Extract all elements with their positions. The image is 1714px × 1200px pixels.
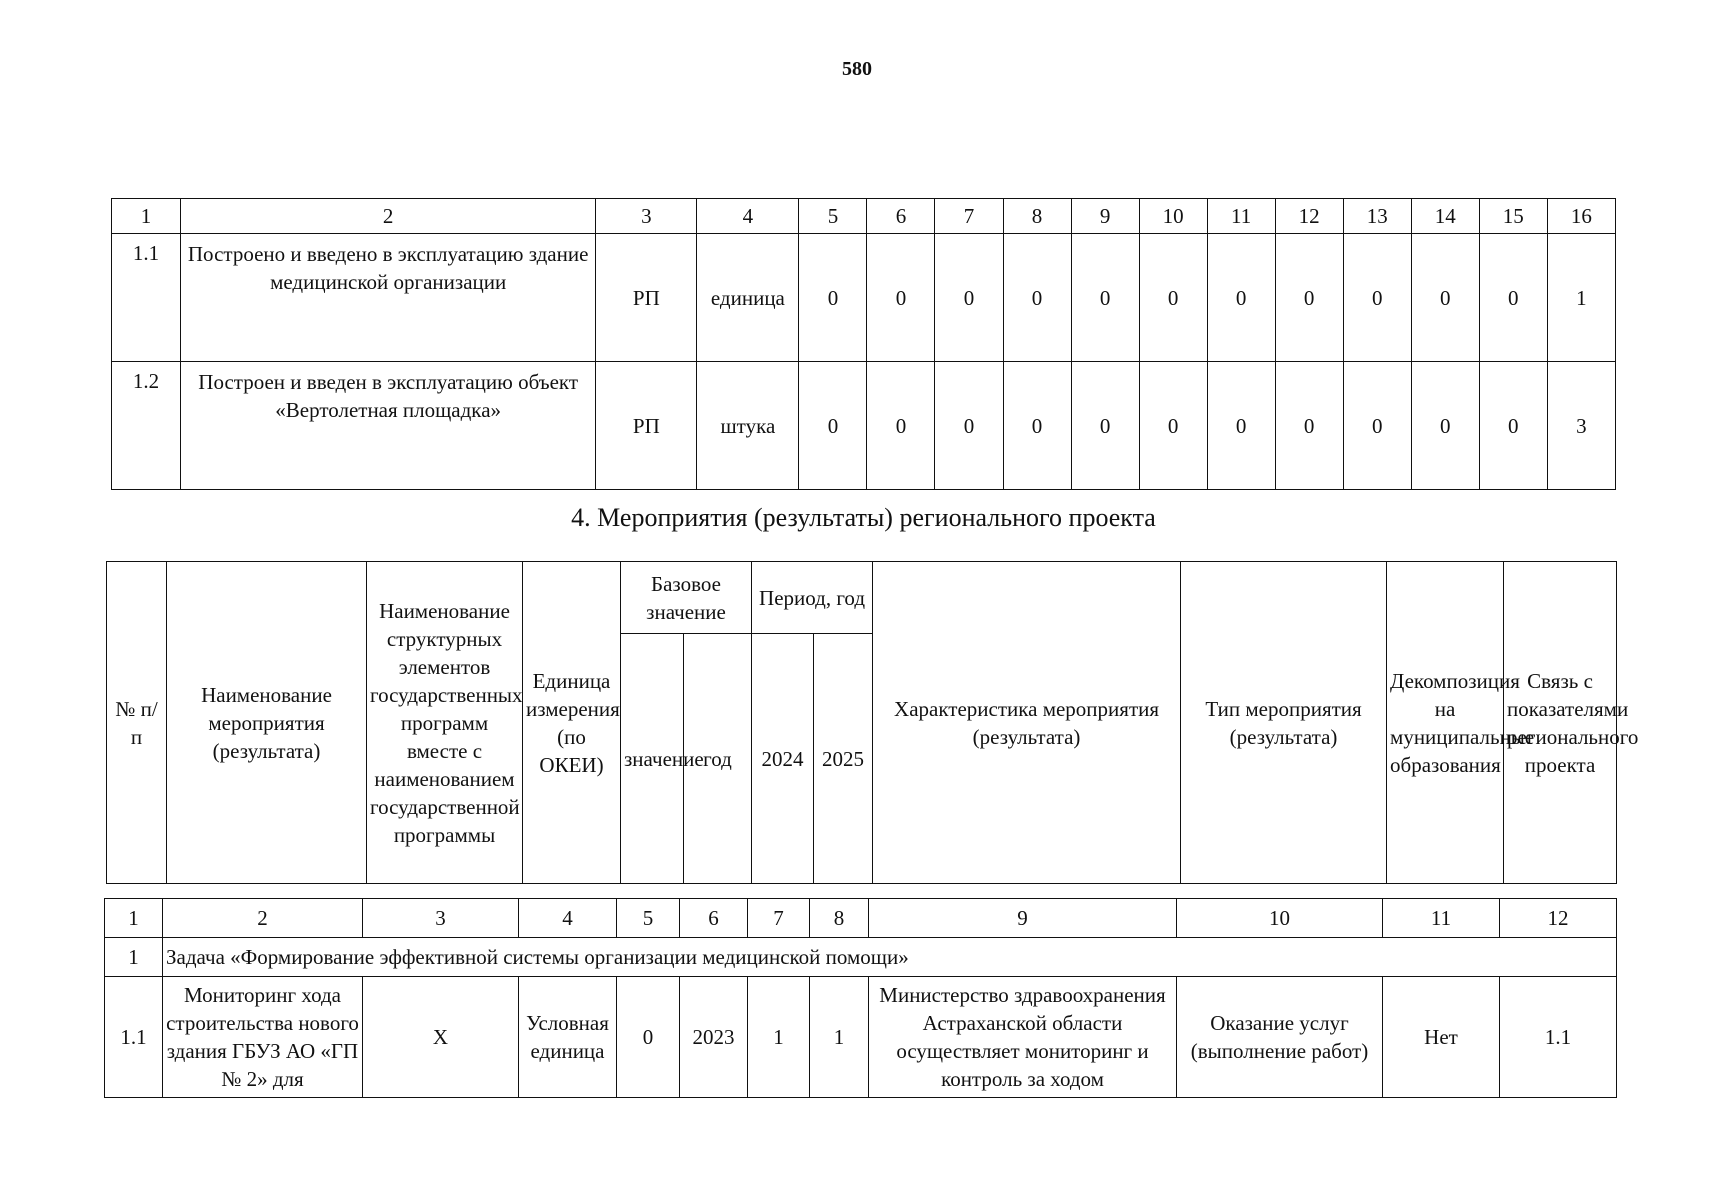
indicator-unit: единица: [697, 234, 799, 362]
indicator-value: 0: [1071, 362, 1139, 490]
indicator-value: 1: [1547, 234, 1615, 362]
indicator-value: 0: [935, 362, 1003, 490]
column-number: 11: [1207, 199, 1275, 234]
indicator-name: Построен и введен в эксплуатацию объект «Вертолетная площадка»: [181, 362, 596, 490]
table-row: [112, 362, 1616, 490]
column-number: 6: [867, 199, 935, 234]
indicator-value: 0: [1071, 234, 1139, 362]
indicator-value: 0: [1479, 234, 1547, 362]
indicator-value: 0: [1411, 362, 1479, 490]
section-title: 4. Мероприятия (результаты) регионального проекта: [571, 503, 1156, 532]
column-number: 9: [869, 899, 1177, 938]
column-number: 3: [363, 899, 519, 938]
column-number: 14: [1411, 199, 1479, 234]
indicator-value: 0: [1003, 234, 1071, 362]
task-text: Задача «Формирование эффективной системы организации медицинской помощи»: [163, 938, 1617, 977]
column-number: 5: [617, 899, 680, 938]
indicator-value: 0: [799, 234, 867, 362]
header-row-number: № п/п: [107, 562, 167, 884]
row-number: 1.1: [112, 234, 181, 362]
column-number: 4: [697, 199, 799, 234]
header-period-group: Период, год: [752, 562, 873, 634]
header-link-indicators: Связь с показателями регионального проекта: [1504, 562, 1617, 884]
base-year: 2023: [680, 977, 748, 1098]
activities-table: [104, 898, 1617, 1098]
indicator-value: 3: [1547, 362, 1615, 490]
column-number: 2: [163, 899, 363, 938]
indicator-value: 0: [867, 234, 935, 362]
column-number: 4: [519, 899, 617, 938]
decomposition: Нет: [1383, 977, 1500, 1098]
indicator-name: Построено и введено в эксплуатацию здание медицинской организации: [181, 234, 596, 362]
indicator-value: 0: [1343, 234, 1411, 362]
column-number: 10: [1139, 199, 1207, 234]
column-number: 8: [1003, 199, 1071, 234]
header-year-2025: 2025: [814, 634, 873, 884]
indicators-header-row: [112, 199, 1616, 234]
column-number: 7: [935, 199, 1003, 234]
indicator-value: 0: [1139, 362, 1207, 490]
indicator-value: 0: [799, 362, 867, 490]
header-base-year: год: [684, 634, 752, 884]
header-base-value-group: Базовое значение: [621, 562, 752, 634]
table-row: [105, 977, 1617, 1098]
table-row: [112, 234, 1616, 362]
base-value: 0: [617, 977, 680, 1098]
column-number: 12: [1275, 199, 1343, 234]
activities-header-table: [106, 561, 1639, 884]
activity-name: Мониторинг хода строительства нового здания ГБУЗ АО «ГП № 2» для: [163, 977, 363, 1098]
header-base-value: значение: [621, 634, 684, 884]
row-number: 1.2: [112, 362, 181, 490]
column-number: 5: [799, 199, 867, 234]
column-number: 3: [596, 199, 697, 234]
link-indicators: 1.1: [1500, 977, 1617, 1098]
header-year-2024: 2024: [752, 634, 814, 884]
structural-element: Х: [363, 977, 519, 1098]
indicator-value: 0: [1479, 362, 1547, 490]
indicator-value: 0: [1411, 234, 1479, 362]
column-number: 15: [1479, 199, 1547, 234]
indicator-value: 0: [1275, 234, 1343, 362]
row-number: 1.1: [105, 977, 163, 1098]
indicator-value: 0: [1275, 362, 1343, 490]
header-activity-name: Наименование мероприятия (результата): [167, 562, 367, 884]
activity-characteristic: Министерство здравоохранения Астраханской области осуществляет мониторинг и контроль за ходом: [869, 977, 1177, 1098]
indicator-value: 0: [1139, 234, 1207, 362]
indicator-level: РП: [596, 234, 697, 362]
column-number: 2: [181, 199, 596, 234]
indicator-unit: штука: [697, 362, 799, 490]
column-number: 1: [105, 899, 163, 938]
indicator-value: 0: [1343, 362, 1411, 490]
column-numbers-row: [105, 899, 1617, 938]
header-characteristic: Характеристика мероприятия (результата): [873, 562, 1181, 884]
indicator-value: 0: [1003, 362, 1071, 490]
indicator-value: 0: [867, 362, 935, 490]
task-number: 1: [105, 938, 163, 977]
header-activity-type: Тип мероприятия (результата): [1181, 562, 1387, 884]
indicator-value: 0: [1207, 234, 1275, 362]
activity-type: Оказание услуг (выполнение работ): [1177, 977, 1383, 1098]
column-number: 9: [1071, 199, 1139, 234]
column-number: 6: [680, 899, 748, 938]
value-2024: 1: [748, 977, 810, 1098]
header-structural-elements: Наименование структурных элементов государственных программ вместе с наименованием государственной программы: [367, 562, 523, 884]
value-2025: 1: [810, 977, 869, 1098]
column-number: 11: [1383, 899, 1500, 938]
column-number: 1: [112, 199, 181, 234]
column-number: 7: [748, 899, 810, 938]
header-unit: Единица измерения (по ОКЕИ): [523, 562, 621, 884]
column-number: 10: [1177, 899, 1383, 938]
indicator-value: 0: [935, 234, 1003, 362]
column-number: 13: [1343, 199, 1411, 234]
indicator-value: 0: [1207, 362, 1275, 490]
page-number: 580: [842, 58, 872, 80]
unit: Условная единица: [519, 977, 617, 1098]
column-number: 16: [1547, 199, 1615, 234]
column-number: 8: [810, 899, 869, 938]
task-row: [105, 938, 1617, 977]
indicators-table: [111, 198, 1616, 490]
column-number: 12: [1500, 899, 1617, 938]
header-decomposition: Декомпозиция на муниципальные образования: [1387, 562, 1504, 884]
indicator-level: РП: [596, 362, 697, 490]
